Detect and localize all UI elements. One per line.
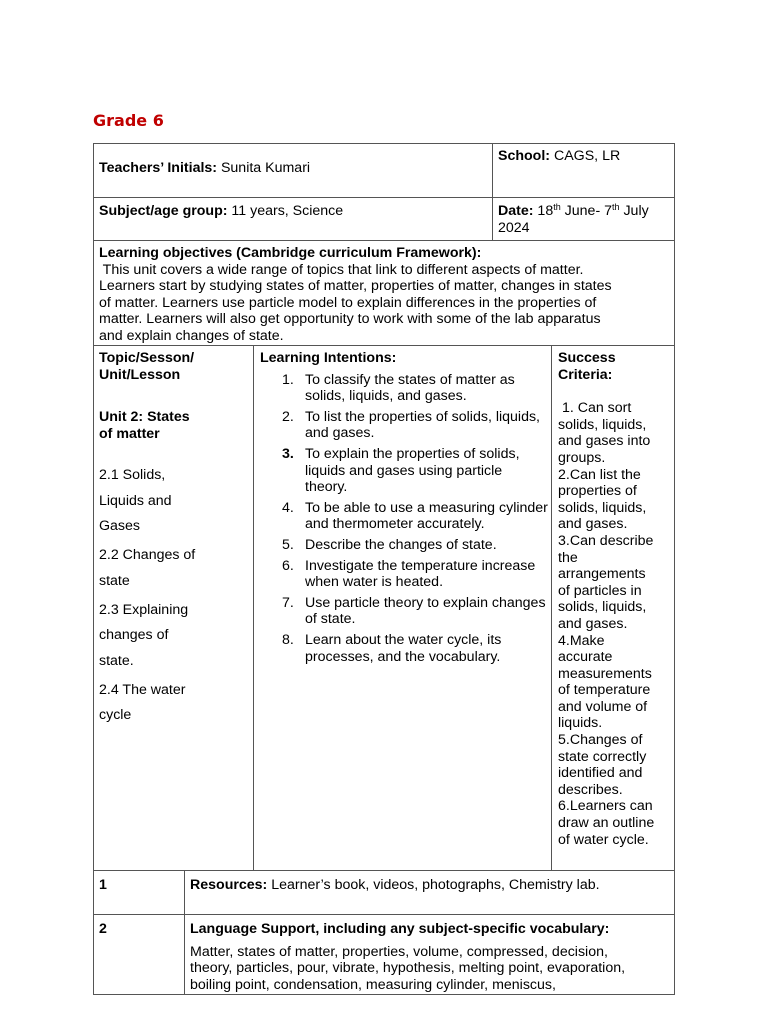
intentions-cell	[260, 350, 548, 669]
success-line: and gases.	[558, 516, 628, 533]
success-line: solids, liquids,	[558, 599, 647, 616]
school-label: School:	[498, 148, 551, 164]
school-cell	[498, 148, 620, 165]
intentions-list	[260, 372, 548, 666]
success-line: identified and	[558, 765, 643, 782]
intention-number: 2.	[282, 408, 294, 425]
success-line: state correctly	[558, 748, 647, 765]
intention-text: To list the properties of solids, liquids, and gases.	[305, 408, 540, 442]
topic-line: changes of	[99, 627, 169, 644]
date-sup1: th	[553, 202, 561, 212]
intention-text: To be able to use a measuring cylinder and thermometer accurately.	[305, 499, 548, 533]
topic-line: state.	[99, 652, 134, 669]
topic-line: 2.4 The water	[99, 682, 186, 699]
vocabulary-line: theory, particles, pour, vibrate, hypothesis, melting point, evaporation,	[190, 960, 626, 977]
intention-text: Describe the changes of state.	[305, 536, 497, 553]
teacher-label: Teachers’ Initials:	[99, 160, 218, 176]
row1-number-text: 1	[99, 877, 107, 893]
objectives-line: of matter. Learners use particle model to explain differences in the properties of	[99, 294, 597, 311]
topic-line: Liquids and	[99, 492, 172, 509]
school-value: CAGS, LR	[550, 148, 621, 164]
subject-value: 11 years, Science	[227, 203, 344, 219]
date-end: July	[619, 203, 649, 219]
intention-number: 1.	[282, 371, 294, 388]
resources-value: Learner’s book, videos, photographs, Chemistry lab.	[267, 877, 600, 893]
intention-item	[260, 537, 548, 554]
success-line: solids, liquids,	[558, 499, 647, 516]
date-year: 2024	[498, 219, 530, 236]
success-line: of particles in	[558, 582, 642, 599]
date-label: Date:	[498, 203, 534, 219]
intention-text: Investigate the temperature increase when water is heated.	[305, 557, 536, 591]
date-mid: June- 7	[560, 203, 612, 219]
intentions-heading: Learning Intentions:	[260, 350, 397, 366]
objectives-cell	[99, 245, 669, 345]
grade-heading: Grade 6	[93, 111, 164, 130]
resources-cell	[190, 877, 600, 894]
success-line: properties of	[558, 483, 637, 500]
language-label: Language Support, including any subject-specific vocabulary:	[190, 921, 610, 937]
unit-title: of matter	[99, 425, 160, 442]
resources-label: Resources:	[190, 877, 268, 893]
topic-line: 2.2 Changes of	[99, 547, 196, 564]
intention-text: Use particle theory to explain changes of state.	[305, 594, 546, 628]
success-heading: Criteria:	[558, 366, 613, 383]
intention-number: 7.	[282, 594, 294, 611]
success-line: groups.	[558, 449, 606, 466]
success-line: measurements	[558, 665, 652, 682]
intention-item	[260, 595, 548, 628]
intention-number: 6.	[282, 557, 294, 574]
success-line: describes.	[558, 781, 623, 798]
success-line: liquids.	[558, 715, 603, 732]
language-cell	[190, 921, 672, 993]
topic-line: cycle	[99, 707, 132, 724]
intention-item	[260, 500, 548, 533]
intention-text: Learn about the water cycle, its processes, and the vocabulary.	[305, 631, 502, 665]
success-line: accurate	[558, 649, 613, 666]
success-line: and volume of	[558, 698, 648, 715]
success-line: 4.Make	[558, 632, 605, 649]
row1-number	[99, 877, 107, 894]
intention-text: To explain the properties of solids, liquids and gases using particle theory.	[305, 445, 520, 496]
topic-line: Gases	[99, 517, 141, 534]
vocabulary-line: Matter, states of matter, properties, volume, compressed, decision,	[190, 943, 608, 960]
objectives-line: Learners start by studying states of matter, properties of matter, changes in states	[99, 278, 612, 295]
teacher-cell	[99, 160, 310, 177]
success-list	[558, 400, 673, 848]
intention-item	[260, 632, 548, 665]
teacher-value: Sunita Kumari	[217, 160, 311, 176]
date-cell	[498, 203, 649, 236]
success-line: and gases into	[558, 433, 651, 450]
topic-line: 2.3 Explaining	[99, 602, 189, 619]
topic-cell	[99, 350, 249, 732]
success-line: 3.Can describe	[558, 532, 654, 549]
objectives-line: matter. Learners will also get opportunity to work with some of the lab apparatus	[99, 311, 601, 328]
date-sup2: th	[612, 202, 620, 212]
row2-number-text: 2	[99, 921, 107, 937]
success-line: 6.Learners can	[558, 798, 653, 815]
intention-item	[260, 372, 548, 405]
success-line: solids, liquids,	[558, 416, 647, 433]
unit-title: Unit 2: States	[99, 409, 190, 426]
objectives-line: and explain changes of state.	[99, 327, 284, 344]
objectives-heading: Learning objectives (Cambridge curriculum Framework):	[99, 245, 482, 261]
topic-heading: Unit/Lesson	[99, 366, 181, 383]
subject-cell	[99, 203, 343, 220]
date-day1: 18	[533, 203, 554, 219]
success-line: draw an outline	[558, 815, 655, 832]
topic-line: state	[99, 572, 130, 589]
subject-label: Subject/age group:	[99, 203, 228, 219]
success-line: 2.Can list the	[558, 466, 641, 483]
vocabulary-line: boiling point, condensation, measuring cylinder, meniscus,	[190, 976, 556, 993]
objectives-line: This unit covers a wide range of topics that link to different aspects of matter.	[99, 261, 584, 278]
row2-number	[99, 921, 107, 938]
success-line: 1. Can sort	[558, 400, 632, 417]
intention-item	[260, 409, 548, 442]
intention-number: 4.	[282, 499, 294, 516]
intention-number: 3.	[282, 445, 294, 462]
topic-heading: Topic/Sesson/	[99, 350, 195, 366]
intention-number: 8.	[282, 631, 294, 648]
success-line: arrangements	[558, 566, 646, 583]
success-line: the	[558, 549, 578, 566]
success-line: of water cycle.	[558, 831, 649, 848]
intention-item	[260, 446, 548, 496]
topic-line: 2.1 Solids,	[99, 467, 166, 484]
intention-text: To classify the states of matter as solids, liquids, and gases.	[305, 371, 515, 405]
success-line: 5.Changes of	[558, 732, 643, 749]
intention-item	[260, 558, 548, 591]
success-cell	[558, 350, 673, 848]
success-line: of temperature	[558, 682, 651, 699]
intention-number: 5.	[282, 536, 294, 553]
success-line: and gases.	[558, 615, 628, 632]
success-heading: Success	[558, 350, 616, 366]
